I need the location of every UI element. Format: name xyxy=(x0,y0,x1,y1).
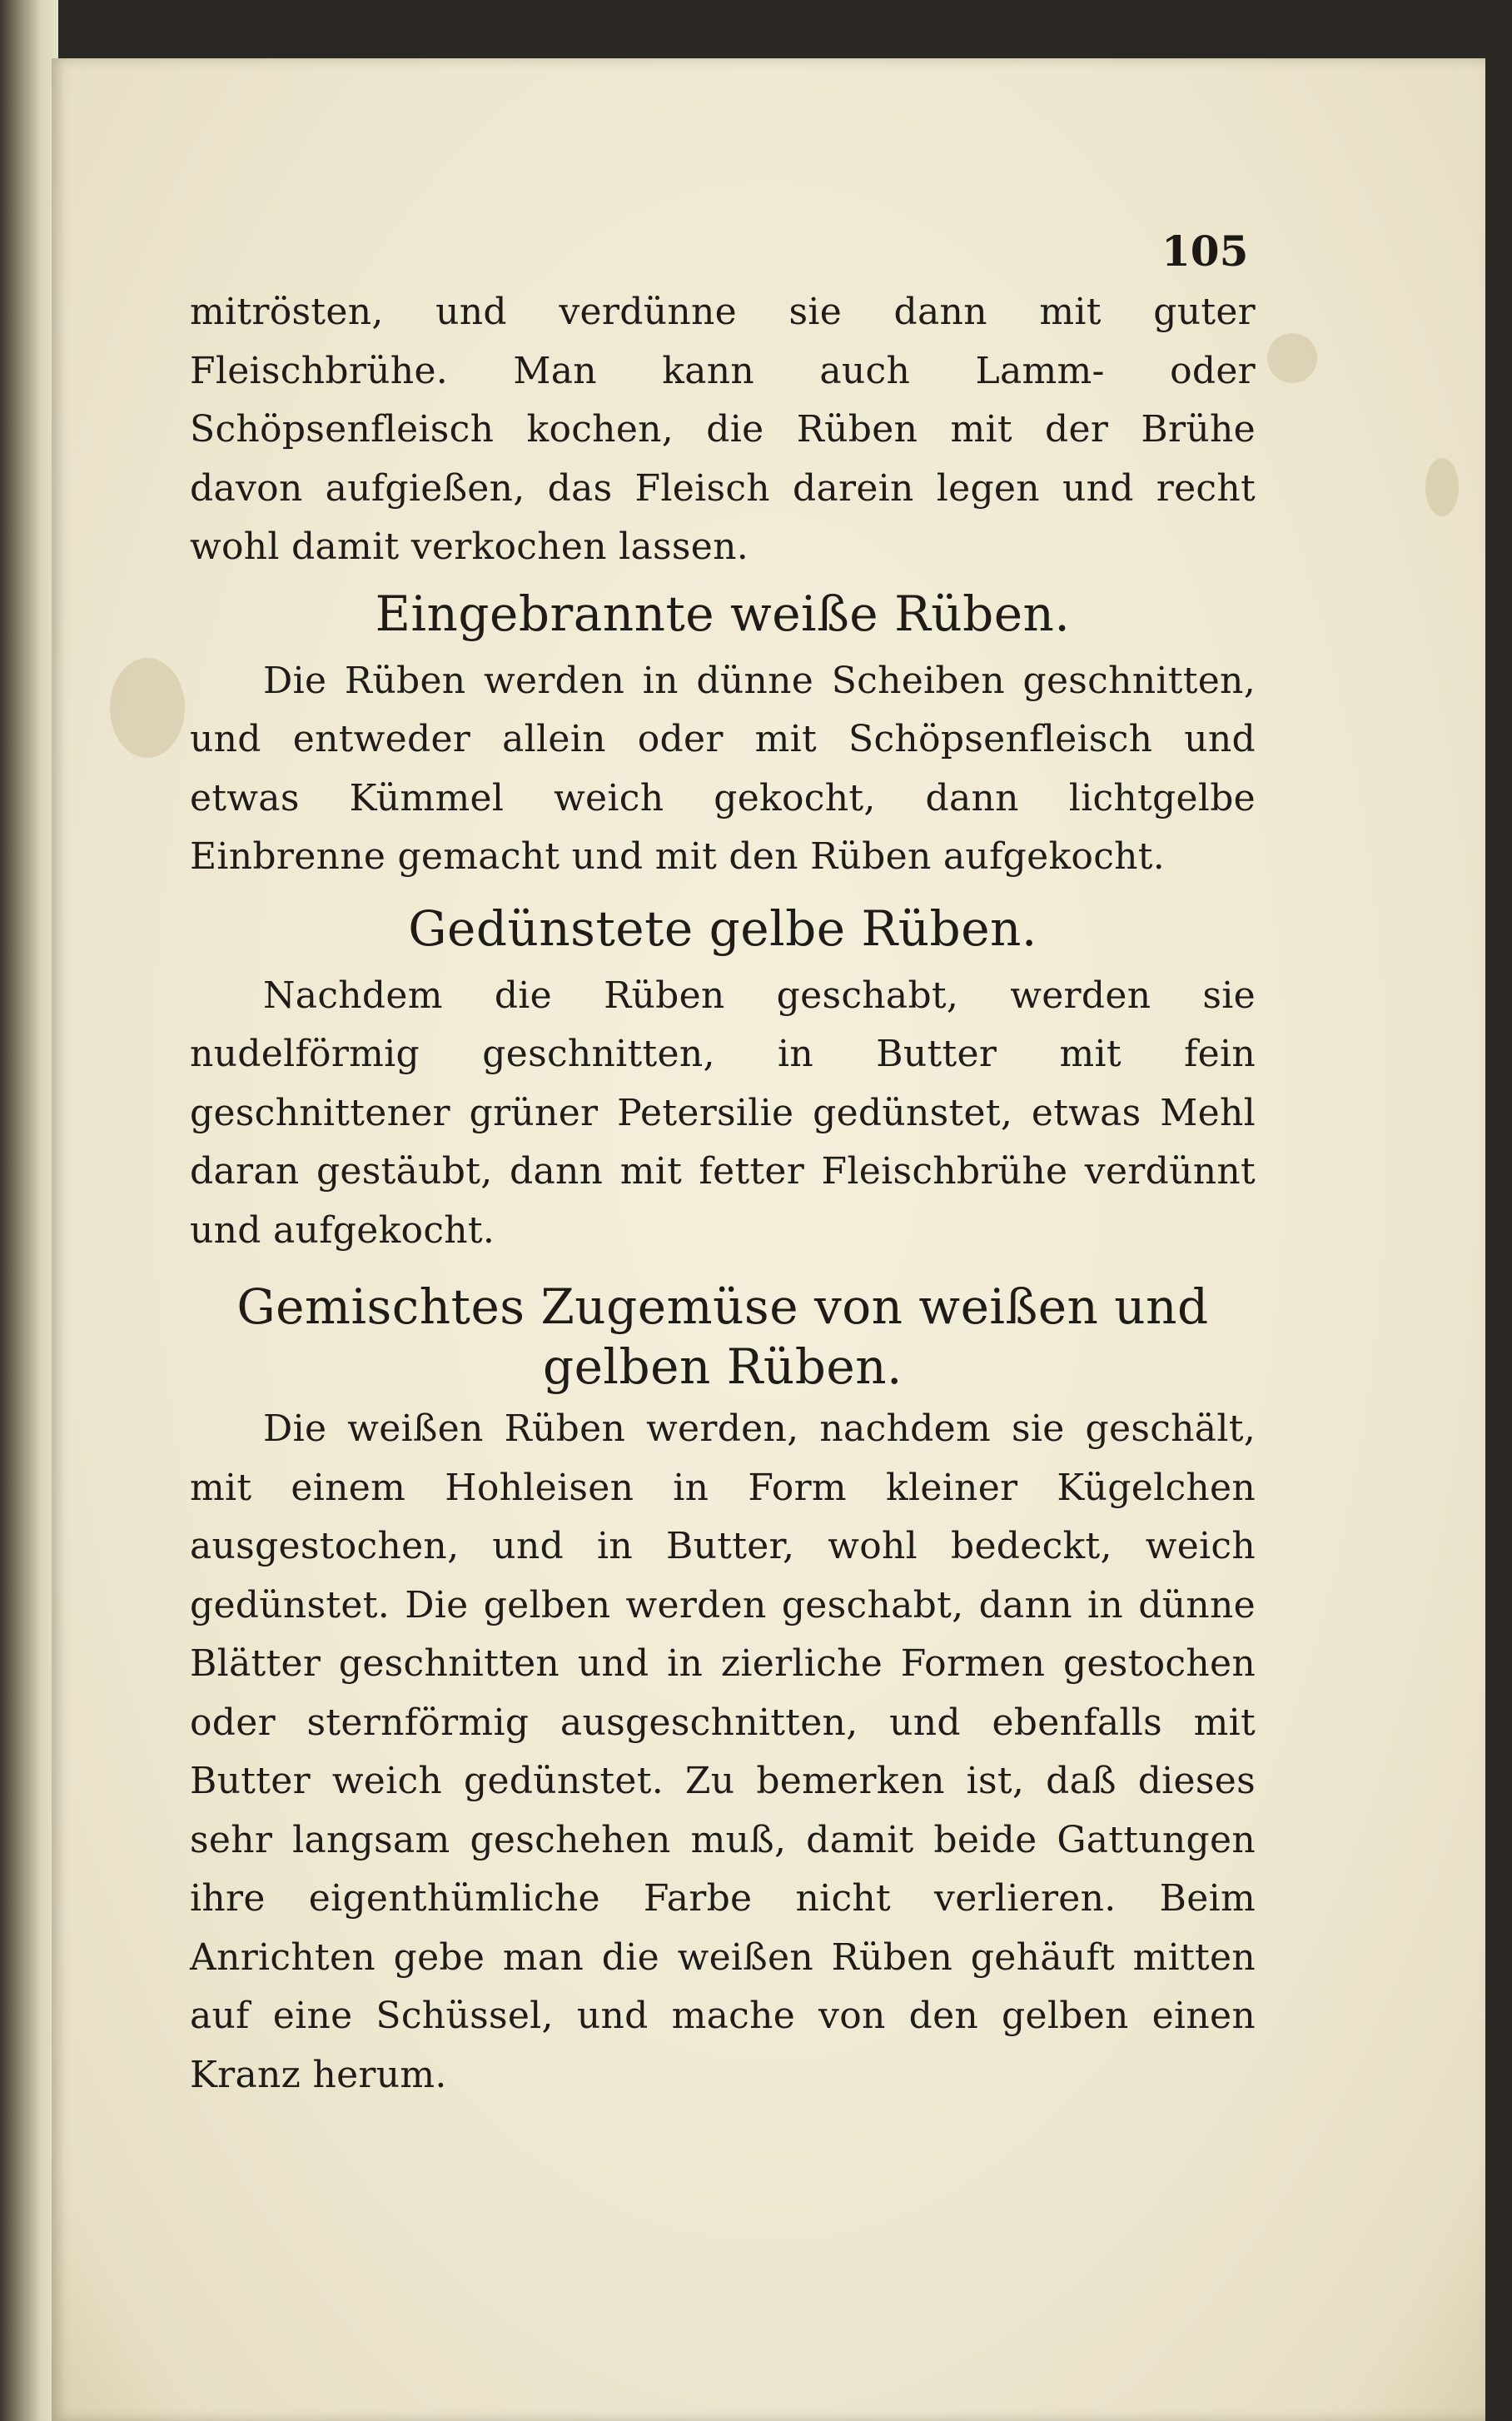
paper-stain xyxy=(110,658,185,758)
recipe-paragraph-gedunstete: Nachdem die Rüben geschabt, werden sie nudelförmig geschnitten, in Butter mit fein geschnittener grüner Petersilie gedünstet, etwas Mehl daran gestäubt, dann mit fetter Fleischbrühe verdünnt und aufgekocht. xyxy=(190,974,1256,1252)
recipe-heading-gedunstete: Gedünstete gelbe Rüben. xyxy=(408,899,1037,957)
recipe-heading-gemischtes: Gemischtes Zugemüse von weißen und gelben Rüben. xyxy=(236,1278,1209,1395)
paper-stain xyxy=(1425,458,1459,516)
recipe-paragraph-eingebrannte: Die Rüben werden in dünne Scheiben geschnitten, und entweder allein oder mit Schöpsenfleisch und etwas Kümmel weich gekocht, dann lichtgelbe Einbrenne gemacht und mit den Rüben aufgekocht. xyxy=(190,659,1256,878)
page-number: 105 xyxy=(1161,227,1249,276)
recipe-paragraph-gemischtes: Die weißen Rüben werden, nachdem sie geschält, mit einem Hohleisen in Form kleiner Kügelchen ausgestochen, und in Butter, wohl bedeckt, weich gedünstet. Die gelben werden geschabt, dann in dünne Blätter geschnitten und in zierliche Formen gestochen oder sternförmig ausgeschnitten, und ebenfalls mit Butter weich gedünstet. Zu bemerken ist, daß dieses sehr langsam geschehen muß, damit beide Gattungen ihre eigenthümliche Farbe nicht verlieren. Beim Anrichten gebe man die weißen Rüben gehäuft mitten auf eine Schüssel, und mache von den gelben einen Kranz herum. xyxy=(190,1407,1256,2096)
paper-stain xyxy=(1267,333,1317,383)
page-body xyxy=(190,283,1256,2105)
recipe-heading-eingebrannte: Eingebrannte weiße Rüben. xyxy=(375,585,1071,642)
intro-paragraph: mitrösten, und verdünne sie dann mit guter Fleischbrühe. Man kann auch Lamm- oder Schöpsenfleisch kochen, die Rüben mit der Brühe davon aufgießen, das Fleisch darein legen und recht wohl damit verkochen lassen. xyxy=(190,291,1256,568)
book-spine xyxy=(0,0,58,2421)
